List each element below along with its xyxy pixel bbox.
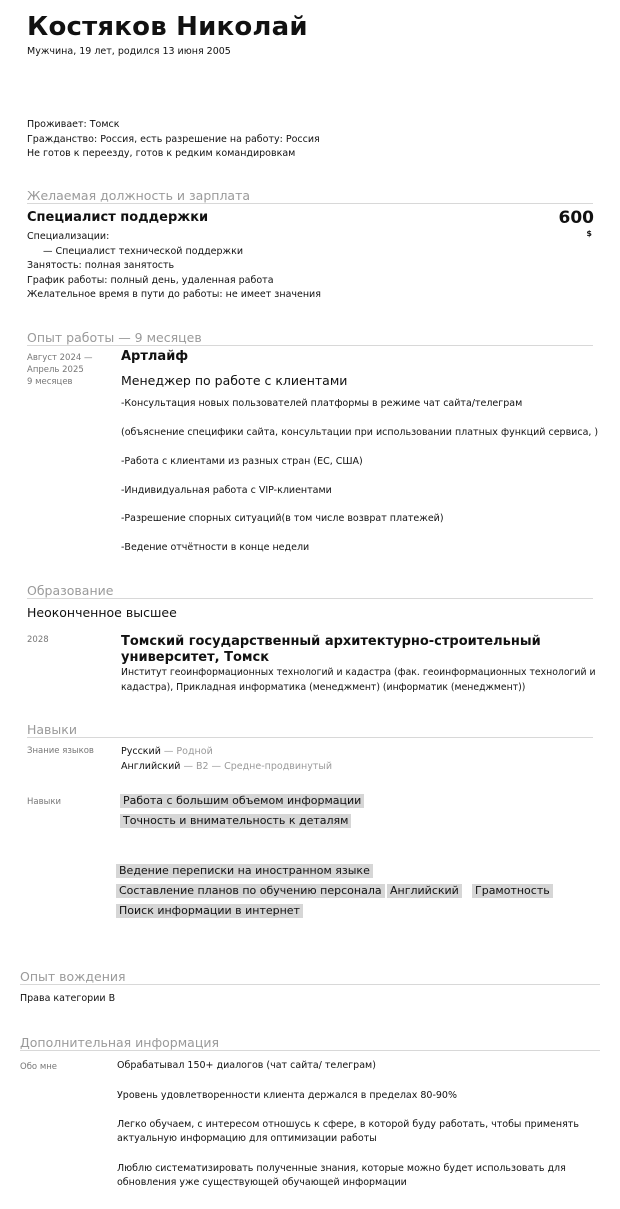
faculty <box>121 666 596 695</box>
skill-tag: Работа с большим объемом информации <box>120 794 364 808</box>
university-line: Томский государственный архитектурно-строительный <box>121 634 541 649</box>
duty-item: -Ведение отчётности в конце недели <box>121 542 310 553</box>
divider <box>27 598 593 599</box>
education-level: Неоконченное высшее <box>27 605 177 620</box>
about-line: Легко обучаем, с интересом отношусь к сфере, в которой буду работать, чтобы применять <box>117 1119 579 1130</box>
skill-tag: Английский <box>387 884 462 898</box>
skill-tag: Точность и внимательность к деталям <box>120 814 351 828</box>
about-paragraph <box>117 1162 566 1190</box>
about-paragraph <box>117 1118 579 1146</box>
duty-item: -Разрешение спорных ситуаций(в том числе возврат платежей) <box>121 513 444 524</box>
duty-item: -Консультация новых пользователей платформы в режиме чат сайта/телеграм <box>121 398 523 409</box>
about-line: обновления уже существующей обучающей информации <box>117 1177 407 1188</box>
language-level: — Родной <box>160 746 213 757</box>
specializations-label: Специализации: <box>27 231 110 242</box>
skill-tag: Грамотность <box>472 884 553 898</box>
faculty-line: Институт геоинформационных технологий и кадастра (фак. геоинформационных технологий и <box>121 667 596 678</box>
period-end: Апрель 2025 <box>27 365 84 375</box>
job-role: Менеджер по работе с клиентами <box>121 373 348 388</box>
skill-tag: Составление планов по обучению персонала <box>116 884 385 898</box>
personal-info <box>27 118 320 162</box>
language-item <box>121 760 332 775</box>
period-start: Август 2024 — <box>27 353 93 363</box>
language-level: — B2 — Средне-продвинутый <box>180 760 333 772</box>
education-year: 2028 <box>27 635 49 645</box>
language-name: Английский <box>121 760 181 772</box>
divider <box>20 984 600 985</box>
section-title-education: Образование <box>27 583 114 598</box>
divider <box>27 345 593 346</box>
divider <box>20 1050 600 1051</box>
schedule: График работы: полный день, удаленная работа <box>27 274 274 286</box>
driving-license: Права категории B <box>20 993 116 1004</box>
languages-list <box>121 745 332 774</box>
period-duration: 9 месяцев <box>27 377 73 387</box>
candidate-name: Костяков Николай <box>27 12 308 42</box>
about-paragraph: Обрабатывал 150+ диалогов (чат сайта/ телеграм) <box>117 1060 376 1071</box>
about-line: актуальную информацию для оптимизации работы <box>117 1133 377 1144</box>
duty-item: -Работа с клиентами из разных стран (ЕС, США) <box>121 456 363 467</box>
relocation: Не готов к переезду, готов к редким командировкам <box>27 148 296 159</box>
desired-position: Специалист поддержки <box>27 210 209 225</box>
duty-item: -Индивидуальная работа с VIP-клиентами <box>121 485 332 496</box>
faculty-line: кадастра), Прикладная информатика (менеджмент) (информатик (менеджмент)) <box>121 681 526 693</box>
skill-tag: Ведение переписки на иностранном языке <box>116 864 373 878</box>
experience-period <box>27 352 92 388</box>
residence: Проживает: Томск <box>27 119 120 130</box>
section-title-additional: Дополнительная информация <box>20 1035 219 1050</box>
duty-item: (объяснение специфики сайта, консультации при использовании платных функций сервиса, ) <box>121 427 599 438</box>
about-paragraph: Уровень удовлетворенноcти клиента держался в пределах 80-90% <box>117 1090 457 1101</box>
language-item <box>121 745 332 760</box>
divider <box>27 203 593 204</box>
company-name: Артлайф <box>121 349 189 364</box>
employment: Занятость: полная занятость <box>27 260 175 271</box>
commute: Желательное время в пути до работы: не имеет значения <box>27 289 321 300</box>
section-title-position: Желаемая должность и зарплата <box>27 188 251 203</box>
candidate-summary: Мужчина, 19 лет, родился 13 июня 2005 <box>27 46 231 57</box>
position-details <box>27 230 321 303</box>
divider <box>27 737 593 738</box>
section-title-skills: Навыки <box>27 722 77 737</box>
citizenship: Гражданство: Россия, есть разрешение на работу: Россия <box>27 133 320 145</box>
specialization-item: — Специалист технической поддержки <box>43 245 244 257</box>
skills-label: Навыки <box>27 797 61 807</box>
skill-tag: Поиск информации в интернет <box>116 904 303 918</box>
about-label: Обо мне <box>20 1062 58 1072</box>
university-name <box>121 634 541 666</box>
university-line: университет, Томск <box>121 650 270 665</box>
salary-amount: 600 <box>558 208 594 228</box>
languages-label: Знание языков <box>27 746 94 756</box>
section-title-experience: Опыт работы — 9 месяцев <box>27 330 202 345</box>
section-title-driving: Опыт вождения <box>20 969 126 984</box>
language-name: Русский <box>121 746 161 757</box>
salary-currency: $ <box>586 229 592 238</box>
about-line: Люблю систематизировать полученные знания, которые можно будет использовать для <box>117 1163 566 1174</box>
